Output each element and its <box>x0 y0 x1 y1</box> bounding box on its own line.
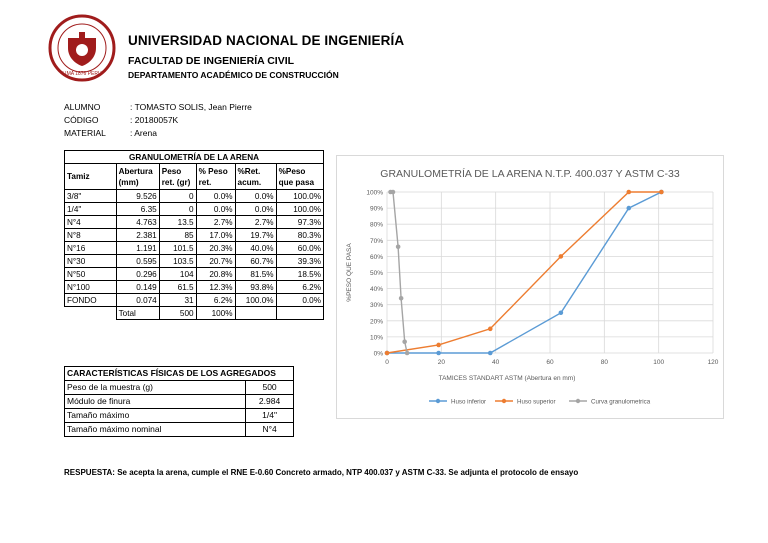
y-axis-label: %PESO QUE PASA <box>346 243 353 302</box>
granulometry-cell: 0.0% <box>235 190 276 203</box>
granulometry-cell: 61.5 <box>159 281 196 294</box>
granulometry-chart <box>336 155 724 419</box>
x-tick-label: 0 <box>385 359 389 366</box>
x-tick-label: 120 <box>707 359 719 366</box>
alumno-value: : TOMASTO SOLIS, Jean Pierre <box>130 102 252 112</box>
faculty-name: FACULTAD DE INGENIERÍA CIVIL <box>128 55 295 67</box>
granulometry-cell: 13.5 <box>159 216 196 229</box>
granulometry-cell: 103.5 <box>159 255 196 268</box>
granulometry-cell: FONDO <box>65 294 117 307</box>
granulometry-cell: N°16 <box>65 242 117 255</box>
data-point <box>626 190 631 195</box>
granulometry-cell: 20.3% <box>196 242 235 255</box>
header-tamiz: Tamiz <box>65 164 117 190</box>
y-tick-label: 60% <box>369 253 383 261</box>
granulometry-cell: 2.381 <box>116 229 159 242</box>
legend-label: Curva granulometrica <box>591 398 651 406</box>
granulometry-cell: 0.074 <box>116 294 159 307</box>
granulometry-cell: 0.0% <box>276 294 323 307</box>
granulometry-cell: 0.149 <box>116 281 159 294</box>
y-tick-label: 50% <box>369 270 383 277</box>
y-tick-label: 100% <box>366 189 383 197</box>
granulometry-cell: 0.0% <box>196 203 235 216</box>
characteristics-row <box>65 395 294 409</box>
granulometry-title: GRANULOMETRÍA DE LA ARENA <box>65 151 324 164</box>
header-ret-acum: %Ret. acum. <box>235 164 276 190</box>
codigo-label: CÓDIGO <box>64 115 99 125</box>
granulometry-cell: 0.595 <box>116 255 159 268</box>
x-tick-label: 60 <box>546 359 554 366</box>
characteristics-row <box>65 381 294 395</box>
data-point <box>659 190 664 195</box>
x-axis-label: TAMICES STANDART ASTM (Abertura en mm) <box>438 375 576 382</box>
granulometry-row <box>65 242 324 255</box>
data-point <box>436 343 441 348</box>
codigo-value: : 20180057K <box>130 115 179 125</box>
granulometry-table <box>64 150 324 320</box>
total-label: Total <box>116 307 159 320</box>
granulometry-cell: 0.0% <box>196 190 235 203</box>
logo-motto: LIMA 1876 PERU <box>62 71 102 77</box>
data-point <box>488 351 493 356</box>
response-text: RESPUESTA: Se acepta la arena, cumple el RNE E-0.60 Concreto armado, NTP 400.037 y ASTM C-33. Se adjunta el protocolo de ensayo <box>64 468 579 477</box>
characteristic-label: Tamaño máximo <box>65 409 246 423</box>
total-pct: 100% <box>196 307 235 320</box>
granulometry-cell: N°4 <box>65 216 117 229</box>
material-label: MATERIAL <box>64 128 106 138</box>
characteristics-row <box>65 409 294 423</box>
granulometry-cell: 0 <box>159 190 196 203</box>
granulometry-cell: 2.7% <box>235 216 276 229</box>
characteristic-label: Peso de la muestra (g) <box>65 381 246 395</box>
granulometry-cell: 100.0% <box>276 190 323 203</box>
y-tick-label: 70% <box>369 237 383 245</box>
y-tick-label: 40% <box>369 286 383 294</box>
granulometry-cell: 6.2% <box>276 281 323 294</box>
granulometry-cell: 4.763 <box>116 216 159 229</box>
characteristics-row <box>65 423 294 437</box>
header-peso-pasa: %Peso que pasa <box>276 164 323 190</box>
y-tick-label: 10% <box>369 334 383 342</box>
granulometry-cell: 101.5 <box>159 242 196 255</box>
header-abertura: Abertura (mm) <box>116 164 159 190</box>
granulometry-cell: N°100 <box>65 281 117 294</box>
granulometry-cell: 80.3% <box>276 229 323 242</box>
y-tick-label: 20% <box>369 318 383 326</box>
granulometry-cell: 40.0% <box>235 242 276 255</box>
granulometry-cell: 6.2% <box>196 294 235 307</box>
y-tick-label: 0% <box>373 350 383 358</box>
granulometry-cell: 18.5% <box>276 268 323 281</box>
granulometry-row <box>65 294 324 307</box>
granulometry-row <box>65 255 324 268</box>
data-point <box>399 296 404 301</box>
data-point <box>402 339 407 344</box>
header-pct-peso-ret: % Peso ret. <box>196 164 235 190</box>
granulometry-cell: 3/8" <box>65 190 117 203</box>
data-point <box>488 327 493 332</box>
granulometry-cell: 19.7% <box>235 229 276 242</box>
data-point <box>391 190 396 195</box>
chart-svg <box>337 156 723 418</box>
granulometry-cell: 0.296 <box>116 268 159 281</box>
header-peso-ret: Peso ret. (gr) <box>159 164 196 190</box>
granulometry-cell: 9.526 <box>116 190 159 203</box>
granulometry-row <box>65 268 324 281</box>
granulometry-cell: 31 <box>159 294 196 307</box>
granulometry-cell: 1/4" <box>65 203 117 216</box>
x-tick-label: 40 <box>492 359 500 366</box>
material-value: : Arena <box>130 128 157 138</box>
x-tick-label: 80 <box>600 359 608 366</box>
characteristic-value: 500 <box>246 381 294 395</box>
granulometry-row <box>65 229 324 242</box>
data-point <box>559 254 564 259</box>
granulometry-cell: 60.7% <box>235 255 276 268</box>
characteristic-value: 1/4" <box>246 409 294 423</box>
department-name: DEPARTAMENTO ACADÉMICO DE CONSTRUCCIÓN <box>128 70 339 80</box>
granulometry-cell: N°8 <box>65 229 117 242</box>
data-point <box>436 351 441 356</box>
data-point <box>385 351 390 356</box>
granulometry-cell: 0 <box>159 203 196 216</box>
granulometry-row <box>65 216 324 229</box>
x-tick-label: 100 <box>653 359 665 366</box>
granulometry-cell: 0.0% <box>235 203 276 216</box>
granulometry-cell: 17.0% <box>196 229 235 242</box>
granulometry-row <box>65 190 324 203</box>
granulometry-cell: 6.35 <box>116 203 159 216</box>
granulometry-cell: 100.0% <box>235 294 276 307</box>
granulometry-cell: 85 <box>159 229 196 242</box>
granulometry-cell: 81.5% <box>235 268 276 281</box>
university-name: UNIVERSIDAD NACIONAL DE INGENIERÍA <box>128 33 405 48</box>
x-tick-label: 20 <box>437 359 445 366</box>
granulometry-cell: 39.3% <box>276 255 323 268</box>
characteristic-label: Módulo de finura <box>65 395 246 409</box>
alumno-label: ALUMNO <box>64 102 101 112</box>
granulometry-cell: 12.3% <box>196 281 235 294</box>
granulometry-cell: 100.0% <box>276 203 323 216</box>
characteristic-label: Tamaño máximo nominal <box>65 423 246 437</box>
granulometry-cell: 20.8% <box>196 268 235 281</box>
university-logo <box>48 12 116 84</box>
y-tick-label: 80% <box>369 221 383 229</box>
granulometry-cell: 1.191 <box>116 242 159 255</box>
granulometry-cell: 93.8% <box>235 281 276 294</box>
y-tick-label: 90% <box>369 205 383 213</box>
granulometry-cell: 2.7% <box>196 216 235 229</box>
characteristics-title: CARACTERÍSTICAS FÍSICAS DE LOS AGREGADOS <box>65 367 294 381</box>
legend-label: Huso superior <box>517 398 556 406</box>
granulometry-cell: 97.3% <box>276 216 323 229</box>
data-point <box>559 310 564 315</box>
data-point <box>396 244 401 249</box>
characteristics-table <box>64 366 294 437</box>
legend-label: Huso inferior <box>451 398 487 406</box>
granulometry-row <box>65 281 324 294</box>
legend-marker <box>436 399 440 403</box>
legend-marker <box>576 399 580 403</box>
granulometry-row <box>65 203 324 216</box>
data-point <box>405 351 410 356</box>
granulometry-cell: N°50 <box>65 268 117 281</box>
chart-title: GRANULOMETRÍA DE LA ARENA N.T.P. 400.037 Y ASTM C-33 <box>380 168 680 180</box>
characteristic-value: 2.984 <box>246 395 294 409</box>
y-tick-label: 30% <box>369 302 383 310</box>
total-weight: 500 <box>159 307 196 320</box>
characteristic-value: N°4 <box>246 423 294 437</box>
granulometry-cell: 60.0% <box>276 242 323 255</box>
data-point <box>626 206 631 211</box>
granulometry-cell: 104 <box>159 268 196 281</box>
legend-marker <box>502 399 506 403</box>
granulometry-cell: 20.7% <box>196 255 235 268</box>
granulometry-cell: N°30 <box>65 255 117 268</box>
